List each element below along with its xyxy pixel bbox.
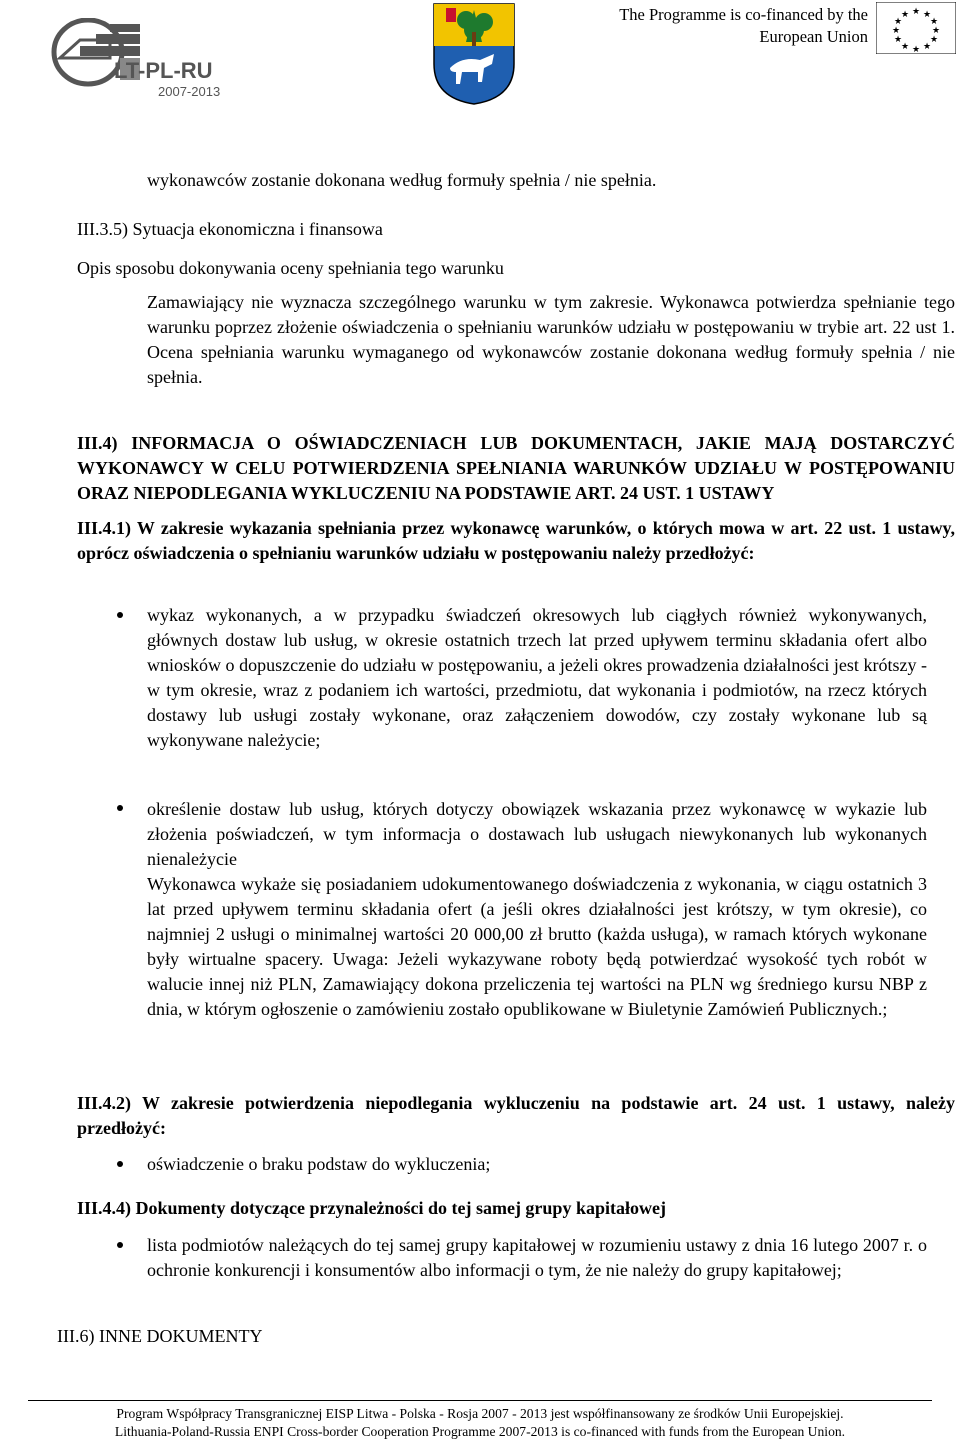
section-heading-iii-4: III.4) INFORMACJA O OŚWIADCZENIACH LUB DOKUMENTACH, JAKIE MAJĄ DOSTARCZYĆ WYKONAWCY W CELU POTWIERDZENIA SPEŁNIANIA WARUNKÓW UDZIAŁU W POSTĘPOWANIU ORAZ NIEPODLEGANIA WYKLUCZENIU NA PODSTAWIE ART. 24 UST. 1 USTAWY — [77, 433, 955, 503]
bullet-item-1: wykaz wykonanych, a w przypadku świadczeń okresowych lub ciągłych również wykonywanych, głównych dostaw lub usług, w okresie ostatnich trzech lat przed upływem terminu składania ofert albo wniosków o dopuszczenie do udziału w postępowaniu, a jeżeli okres prowadzenia działalności jest krótszy - w tym okresie, wraz z podaniem ich wartości, przedmiotu, dat wykonania i podmiotów, na rzecz których dostawy lub usługi zostały wykonane, oraz załączeniem dowodów, czy zostały wykonane lub są wykonywane należycie; — [147, 605, 927, 750]
paragraph-iii-3-5: Zamawiający nie wyznacza szczególnego warunku w tym zakresie. Wykonawca potwierdza spełnianie tego warunku poprzez złożenie oświadczenia o spełnianiu warunków udziału w postępowaniu w trybie art. 22 ust 1. Ocena spełniania warunku wymaganego od wykonawców zostanie dokonana według formuły spełnia / nie spełnia. — [147, 292, 955, 387]
opis-heading: Opis sposobu dokonywania oceny spełniania tego warunku — [77, 258, 504, 278]
footer-divider — [28, 1400, 932, 1401]
page-footer — [0, 1396, 960, 1444]
logo-text: LT-PL-RU — [114, 58, 213, 83]
section-heading-iii-4-1: III.4.1) W zakresie wykazania spełniania przez wykonawcę warunków, o których mowa w art. 22 ust. 1 ustawy, oprócz oświadczenia o spełnianiu warunków udziału w postępowaniu należy przedłożyć: — [77, 518, 955, 563]
eu-flag-icon — [876, 2, 956, 54]
svg-text:★: ★ — [911, 45, 921, 54]
footer-line-1: Program Współpracy Transgranicznej EISP Litwa - Polska - Rosja 2007 - 2013 jest współfinansowany ze środków Unii Europejskiej. — [116, 1406, 844, 1421]
lt-pl-ru-logo — [50, 18, 240, 100]
svg-text:★: ★ — [893, 17, 903, 27]
bullet-dot — [117, 612, 123, 618]
section-heading-iii-4-4: III.4.4) Dokumenty dotyczące przynależności do tej samej grupy kapitałowej — [77, 1198, 666, 1218]
svg-text:★: ★ — [893, 35, 903, 45]
bullet-dot — [117, 805, 123, 811]
bullet-dot — [117, 1242, 123, 1248]
logo-years: 2007-2013 — [158, 84, 221, 99]
eu-cofinanced-text — [560, 4, 868, 48]
bullet-item-2: określenie dostaw lub usług, których dotyczy obowiązek wskazania przez wykonawcę w wykazie lub złożenia poświadczeń, w tym informacja o dostawach lub usługach niewykonanych lub wykonanych nienależycie — [147, 799, 927, 869]
svg-text:★: ★ — [929, 35, 939, 45]
svg-text:★: ★ — [911, 7, 921, 17]
footer-line-2: Lithuania-Poland-Russia ENPI Cross-border Cooperation Programme 2007-2013 is co-financed with funds from the European Union. — [114, 1424, 846, 1439]
page-header — [0, 0, 960, 110]
bullet-dot — [117, 1161, 123, 1167]
svg-text:★: ★ — [900, 42, 910, 52]
bullet-item-3: oświadczenie o braku podstaw do wykluczenia; — [147, 1154, 491, 1174]
svg-text:★: ★ — [931, 26, 941, 36]
continued-line: wykonawców zostanie dokonana według formuły spełnia / nie spełnia. — [147, 170, 657, 190]
bullet-item-4: lista podmiotów należących do tej samej grupy kapitałowej w rozumieniu ustawy z dnia 16 lutego 2007 r. o ochronie konkurencji i konsumentów albo informacji o tym, że nie należy do grupy kapitałowej; — [147, 1235, 927, 1280]
eu-line-1: The Programme is co-financed by the — [619, 5, 868, 24]
svg-text:★: ★ — [922, 10, 932, 20]
svg-text:★: ★ — [922, 42, 932, 52]
section-heading-iii-4-2: III.4.2) W zakresie potwierdzenia niepodlegania wykluczeniu na podstawie art. 24 ust. 1 ustawy, należy przedłożyć: — [77, 1093, 955, 1138]
svg-text:★: ★ — [891, 26, 901, 36]
svg-text:★: ★ — [929, 17, 939, 27]
eu-line-2: European Union — [759, 27, 868, 46]
coat-of-arms-icon — [432, 2, 516, 106]
svg-text:★: ★ — [900, 10, 910, 20]
section-heading-iii-6: III.6) INNE DOKUMENTY — [57, 1326, 263, 1346]
section-heading-iii-3-5: III.3.5) Sytuacja ekonomiczna i finansowa — [77, 219, 383, 239]
bullet-item-2-details: Wykonawca wykaże się posiadaniem udokumentowanego doświadczenia z wykonania, w ciągu ostatnich 3 lat przed upływem terminu składania ofert (a jeśli okres działalności jest krótszy, w tym okresie), co najmniej 2 usługi o minimalnej wartości 20 000,00 zł brutto (każda usługa), w ramach których wykonane były wirtualne spacery. Uwaga: Jeżeli wykazywane roboty będą potwierdzać wysokość tych robót w walucie innej niż PLN, Zamawiający dokona przeliczenia tej wartości na PLN wg średniego kursu NBP z dnia, w którym ogłoszenie o zamówieniu zostało opublikowane w Biuletynie Zamówień Publicznych.; — [147, 874, 927, 1019]
